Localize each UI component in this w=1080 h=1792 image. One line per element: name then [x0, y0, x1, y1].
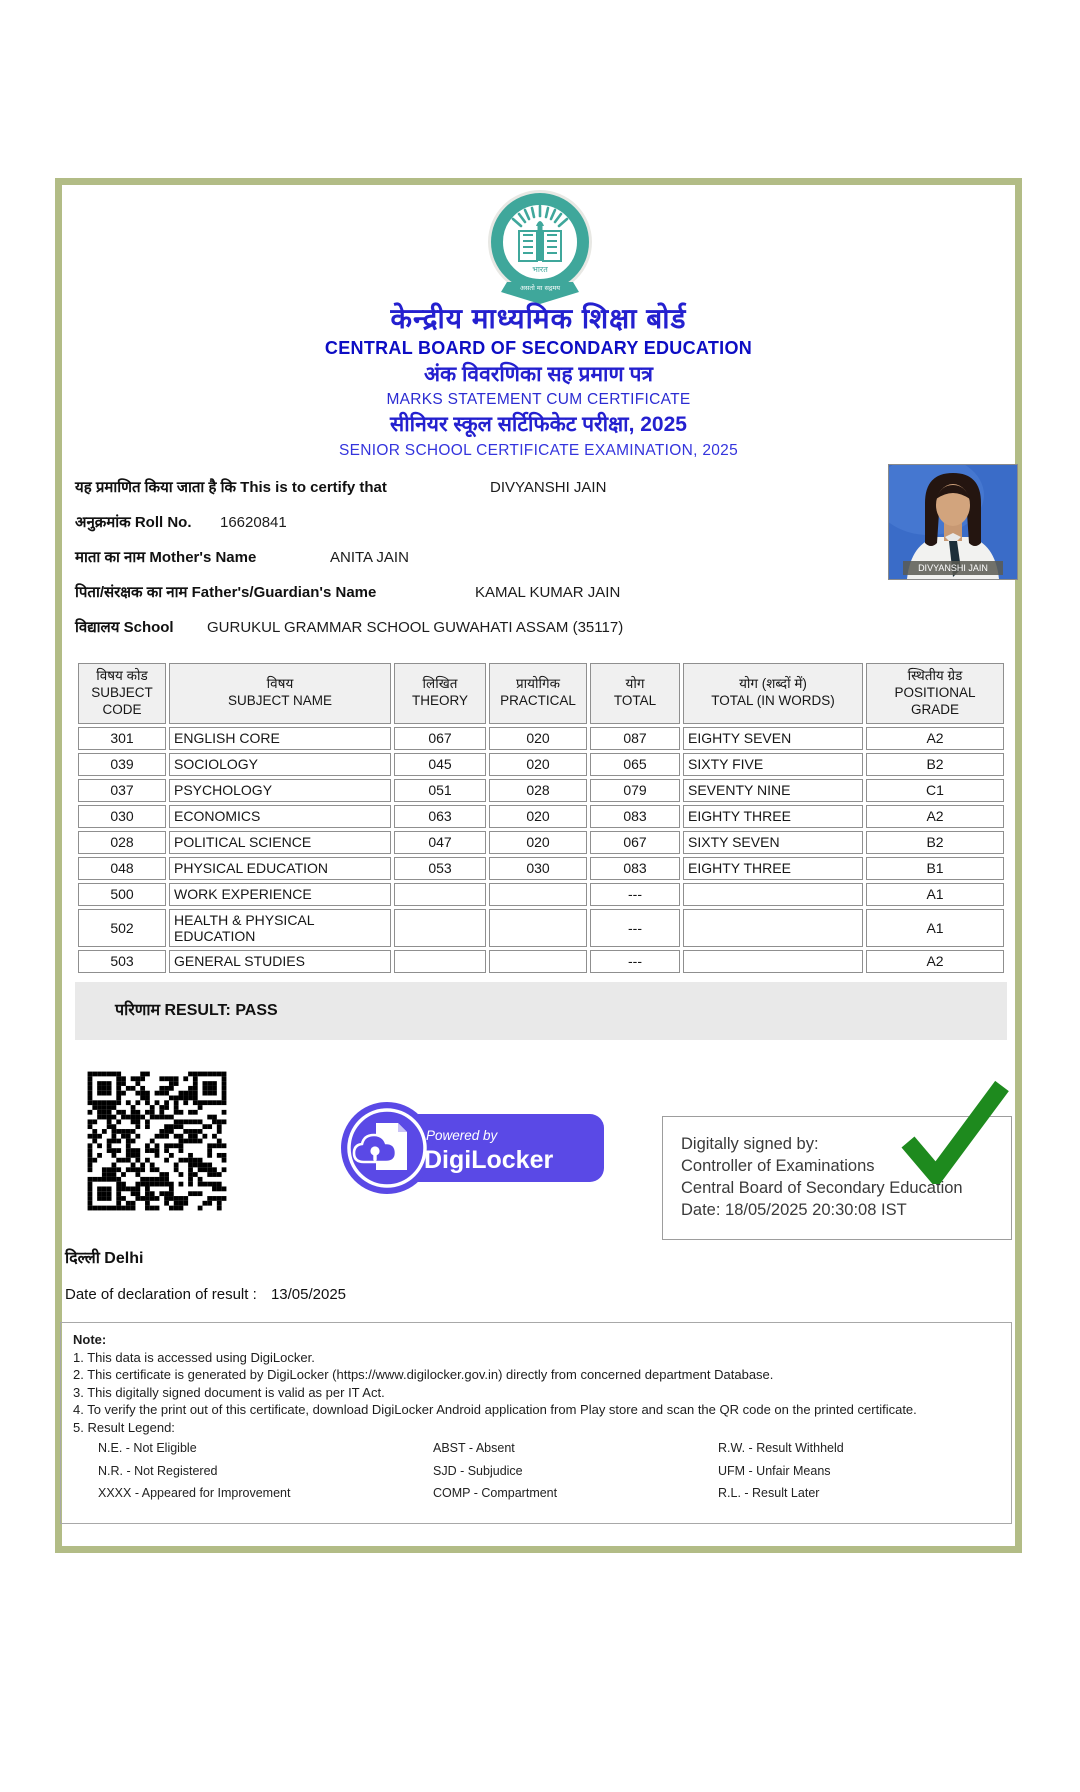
- table-cell: EIGHTY SEVEN: [683, 727, 863, 750]
- table-cell: GENERAL STUDIES: [169, 950, 391, 973]
- table-cell: 503: [78, 950, 166, 973]
- certify-row: [75, 470, 875, 505]
- table-cell: [683, 950, 863, 973]
- note-items: [73, 1349, 999, 1437]
- mother-label: माता का नाम Mother's Name: [75, 549, 257, 566]
- signature-line-1: Digitally signed by:: [681, 1135, 819, 1153]
- note-item: 5. Result Legend:: [73, 1419, 175, 1435]
- signature-line-4: Date: 18/05/2025 20:30:08 IST: [681, 1201, 907, 1219]
- legend-item: UFM - Unfair Means: [718, 1463, 831, 1478]
- signature-line-2: Controller of Examinations: [681, 1157, 875, 1175]
- svg-text:DIVYANSHI JAIN: DIVYANSHI JAIN: [918, 563, 988, 573]
- table-cell: WORK EXPERIENCE: [169, 883, 391, 906]
- signature-check-icon: [898, 1078, 1010, 1184]
- table-cell: B1: [866, 857, 1004, 880]
- marks-table-body: [78, 727, 1004, 973]
- exam-title-english: SENIOR SCHOOL CERTIFICATE EXAMINATION, 2025: [338, 442, 739, 460]
- table-cell: 020: [489, 727, 587, 750]
- table-header-cell: विषय SUBJECT NAME: [169, 663, 391, 724]
- table-cell: ---: [590, 883, 680, 906]
- table-cell: ---: [590, 950, 680, 973]
- table-cell: A2: [866, 950, 1004, 973]
- table-cell: SEVENTY NINE: [683, 779, 863, 802]
- table-cell: ECONOMICS: [169, 805, 391, 828]
- table-cell: A1: [866, 883, 1004, 906]
- board-title-hindi: केन्द्रीय माध्यमिक शिक्षा बोर्ड: [390, 303, 687, 334]
- table-cell: SIXTY FIVE: [683, 753, 863, 776]
- table-cell: [394, 883, 486, 906]
- qr-code-icon: [78, 1062, 236, 1220]
- table-header-cell: योग (शब्दों में) TOTAL (IN WORDS): [683, 663, 863, 724]
- digilocker-badge: [340, 1100, 608, 1196]
- table-header-cell: प्रायोगिक PRACTICAL: [489, 663, 587, 724]
- table-cell: [394, 950, 486, 973]
- result-text: परिणाम RESULT: PASS: [115, 1001, 278, 1019]
- table-cell: ENGLISH CORE: [169, 727, 391, 750]
- father-label: पिता/संरक्षक का नाम Father's/Guardian's Name: [75, 584, 377, 601]
- table-cell: PHYSICAL EDUCATION: [169, 857, 391, 880]
- table-cell: [489, 950, 587, 973]
- table-header-cell: स्थितीय ग्रेड POSITIONAL GRADE: [866, 663, 1004, 724]
- table-cell: 020: [489, 831, 587, 854]
- student-name: DIVYANSHI JAIN: [490, 479, 607, 496]
- marks-table-head: [78, 663, 1004, 724]
- table-cell: 083: [590, 805, 680, 828]
- table-cell: EIGHTY THREE: [683, 857, 863, 880]
- roll-label: अनुक्रमांक Roll No.: [75, 514, 192, 531]
- table-cell: 065: [590, 753, 680, 776]
- mother-row: [75, 540, 875, 575]
- table-header-cell: विषय कोड SUBJECT CODE: [78, 663, 166, 724]
- table-cell: 053: [394, 857, 486, 880]
- table-cell: PSYCHOLOGY: [169, 779, 391, 802]
- svg-text:Powered by: Powered by: [426, 1128, 498, 1143]
- note-item: 2. This certificate is generated by DigiLocker (https://www.digilocker.gov.in) directly from concerned department Database.: [73, 1367, 774, 1382]
- student-photo: [888, 464, 1018, 580]
- roll-row: [75, 505, 875, 540]
- marks-section: [75, 660, 1007, 1040]
- table-cell: 047: [394, 831, 486, 854]
- table-row: [78, 727, 1004, 750]
- table-cell: 063: [394, 805, 486, 828]
- table-cell: 020: [489, 753, 587, 776]
- table-cell: B2: [866, 831, 1004, 854]
- table-cell: [394, 909, 486, 947]
- result-legend: [73, 1440, 999, 1503]
- table-row: [78, 950, 1004, 973]
- table-cell: 502: [78, 909, 166, 947]
- table-header-cell: लिखित THEORY: [394, 663, 486, 724]
- svg-text:DigiLocker: DigiLocker: [424, 1146, 554, 1174]
- table-cell: SIXTY SEVEN: [683, 831, 863, 854]
- table-cell: 083: [590, 857, 680, 880]
- table-cell: 030: [489, 857, 587, 880]
- note-item: 4. To verify the print out of this certificate, download DigiLocker Android application from Play store and scan the QR code on the printed certificate.: [73, 1402, 917, 1417]
- legend-item: N.E. - Not Eligible: [98, 1441, 197, 1455]
- table-cell: ---: [590, 909, 680, 947]
- table-cell: HEALTH & PHYSICAL EDUCATION: [169, 909, 391, 947]
- table-row: [78, 883, 1004, 906]
- table-cell: 079: [590, 779, 680, 802]
- legend-item: R.L. - Result Later: [718, 1486, 820, 1500]
- table-cell: [489, 909, 587, 947]
- table-cell: A2: [866, 805, 1004, 828]
- legend-item: COMP - Compartment: [433, 1486, 558, 1500]
- table-cell: 039: [78, 753, 166, 776]
- table-cell: [683, 909, 863, 947]
- statement-title-english: MARKS STATEMENT CUM CERTIFICATE: [386, 391, 691, 409]
- statement-title-hindi: अंक विवरणिका सह प्रमाण पत्र: [423, 363, 654, 387]
- note-box: [60, 1322, 1012, 1524]
- school-label: विद्यालय School: [75, 619, 174, 636]
- table-cell: 028: [78, 831, 166, 854]
- svg-text:भारत: भारत: [532, 265, 548, 274]
- mother-name: ANITA JAIN: [330, 549, 409, 566]
- declaration-date: 13/05/2025: [270, 1286, 347, 1303]
- table-cell: 067: [394, 727, 486, 750]
- table-cell: 020: [489, 805, 587, 828]
- roll-number: 16620841: [220, 514, 287, 531]
- place-text: दिल्ली Delhi: [65, 1250, 144, 1267]
- table-cell: 048: [78, 857, 166, 880]
- legend-item: XXXX - Appeared for Improvement: [98, 1486, 291, 1500]
- table-cell: A2: [866, 727, 1004, 750]
- legend-item: R.W. - Result Withheld: [718, 1441, 844, 1455]
- table-cell: 028: [489, 779, 587, 802]
- table-cell: 500: [78, 883, 166, 906]
- father-row: [75, 575, 875, 610]
- svg-text:असतो मा सद्गमय: असतो मा सद्गमय: [520, 284, 560, 292]
- board-title-english: CENTRAL BOARD OF SECONDARY EDUCATION: [324, 338, 753, 359]
- student-details: [75, 470, 875, 645]
- note-item: 3. This digitally signed document is valid as per IT Act.: [73, 1384, 385, 1400]
- table-cell: A1: [866, 909, 1004, 947]
- table-cell: B2: [866, 753, 1004, 776]
- table-row: [78, 909, 1004, 947]
- legend-item: ABST - Absent: [433, 1441, 515, 1455]
- legend-item: N.R. - Not Registered: [98, 1463, 218, 1478]
- table-cell: POLITICAL SCIENCE: [169, 831, 391, 854]
- table-row: [78, 805, 1004, 828]
- father-name: KAMAL KUMAR JAIN: [475, 584, 621, 601]
- declaration-line: [65, 1286, 346, 1303]
- table-row: [78, 831, 1004, 854]
- table-cell: SOCIOLOGY: [169, 753, 391, 776]
- table-cell: EIGHTY THREE: [683, 805, 863, 828]
- marks-table: [75, 660, 1007, 976]
- declaration-label: Date of declaration of result :: [65, 1286, 257, 1303]
- table-cell: [683, 883, 863, 906]
- table-row: [78, 857, 1004, 880]
- result-band: [75, 982, 1007, 1040]
- table-cell: 045: [394, 753, 486, 776]
- table-cell: 030: [78, 805, 166, 828]
- table-header-cell: योग TOTAL: [590, 663, 680, 724]
- table-cell: 301: [78, 727, 166, 750]
- cbse-logo-icon: [479, 186, 601, 308]
- note-title: Note:: [73, 1332, 107, 1347]
- table-header-row: [78, 663, 1004, 724]
- note-item: 1. This data is accessed using DigiLocker.: [73, 1349, 315, 1365]
- exam-title-hindi: सीनियर स्कूल सर्टिफिकेट परीक्षा, 2025: [390, 413, 687, 437]
- table-cell: 051: [394, 779, 486, 802]
- table-cell: [489, 883, 587, 906]
- table-cell: 067: [590, 831, 680, 854]
- school-row: [75, 610, 875, 645]
- legend-item: SJD - Subjudice: [433, 1463, 523, 1478]
- header-titles: [55, 302, 1022, 460]
- table-row: [78, 779, 1004, 802]
- certify-label: यह प्रमाणित किया जाता है कि This is to certify that: [75, 479, 387, 496]
- table-cell: 037: [78, 779, 166, 802]
- table-row: [78, 753, 1004, 776]
- table-cell: 087: [590, 727, 680, 750]
- place-line: [65, 1246, 143, 1268]
- signature-line-3: Central Board of Secondary Education: [681, 1179, 963, 1197]
- table-cell: C1: [866, 779, 1004, 802]
- school-name: GURUKUL GRAMMAR SCHOOL GUWAHATI ASSAM (35117): [207, 619, 624, 636]
